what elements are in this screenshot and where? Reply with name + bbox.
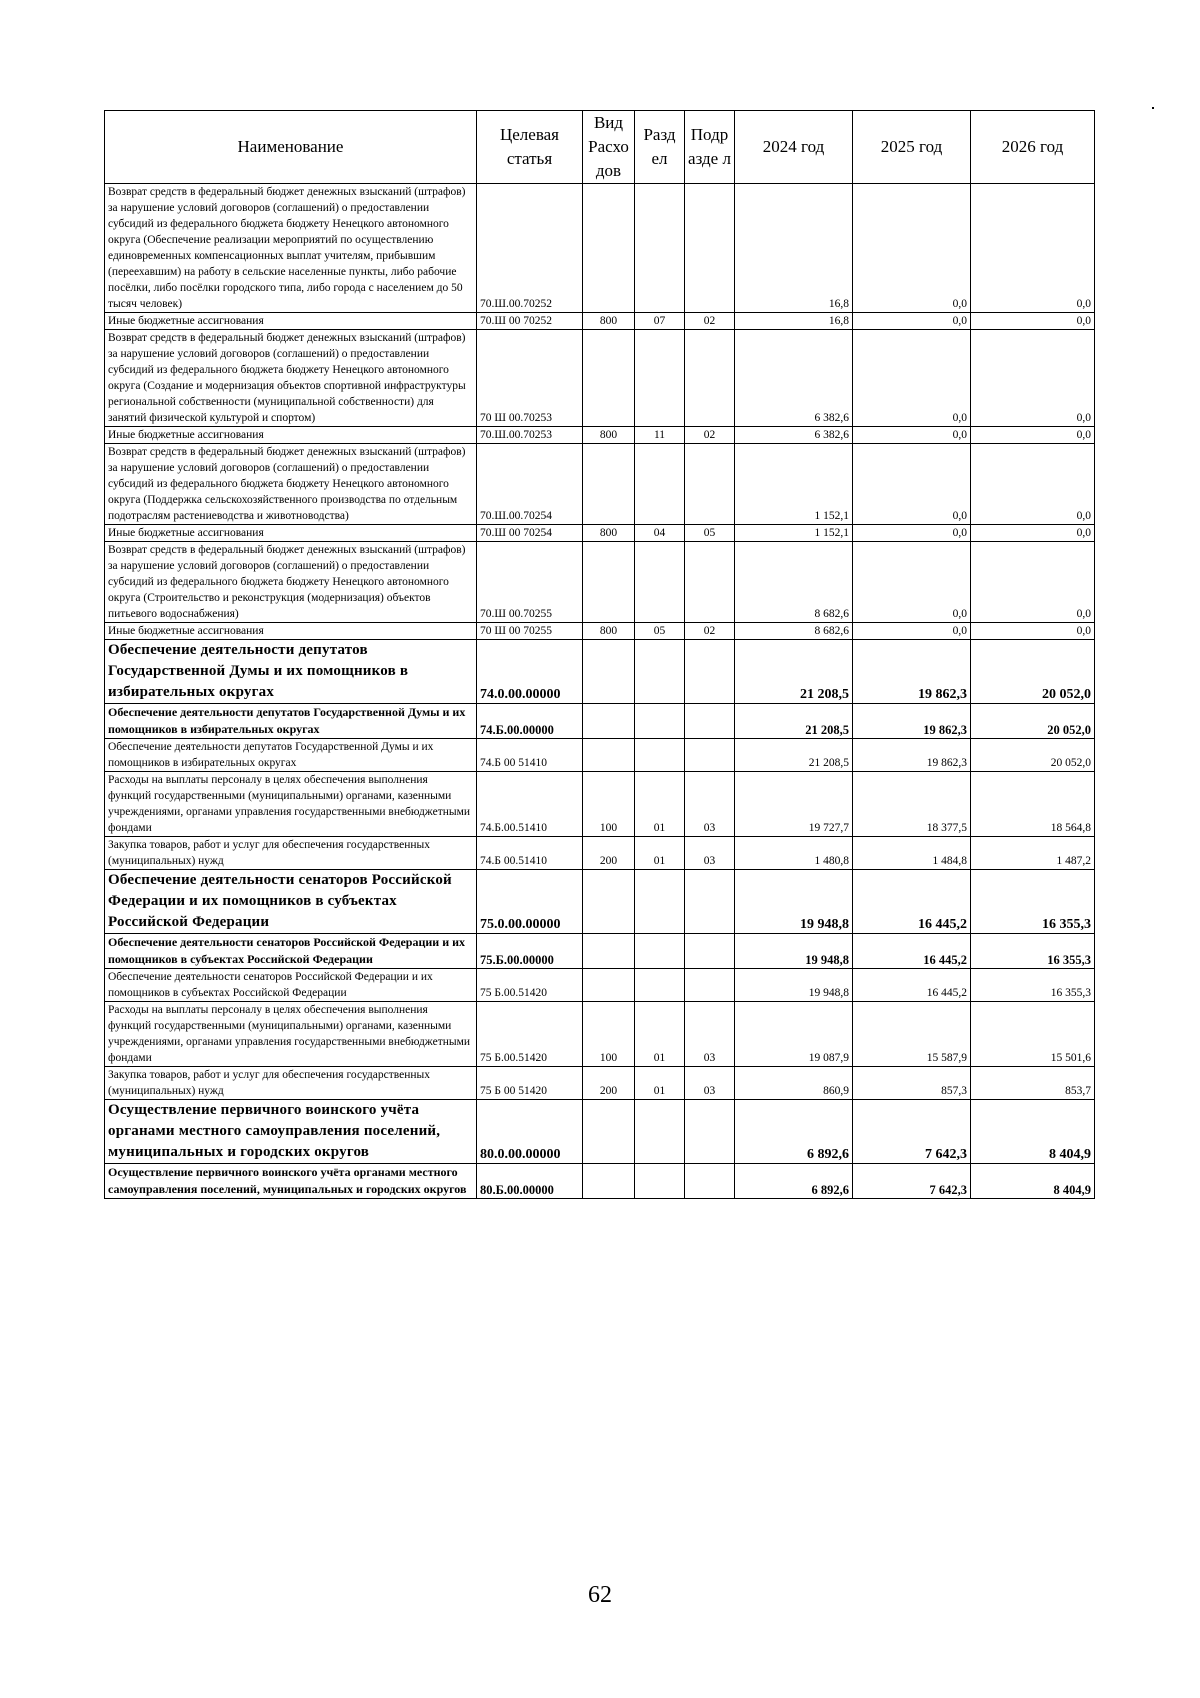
amount-2026: 20 052,0	[971, 704, 1095, 739]
amount-2026: 20 052,0	[971, 640, 1095, 704]
row-name: Возврат средств в федеральный бюджет денежных взысканий (штрафов) за нарушение условий договоров (соглашений) о предоставлении субсидий из федерального бюджета бюджету Ненецкого автономного округа (Обеспечение реализации мероприятий по осуществлению единовременных компенсационных выплат учителям, прибывшим (переехавшим) на работу в сельские населенные пункты, либо рабочие посёлки, либо посёлки городского типа, либо города с населением до 50 тысяч человек)	[105, 184, 477, 313]
table-row	[105, 704, 1095, 739]
subsection: 02	[685, 623, 735, 640]
amount-2024: 21 208,5	[735, 640, 853, 704]
target-article: 74.Б 00 51410	[477, 739, 583, 772]
target-article: 80.Б.00.00000	[477, 1164, 583, 1199]
amount-2026: 1 487,2	[971, 837, 1095, 870]
header-name: Наименование	[105, 111, 477, 184]
amount-2026: 0,0	[971, 427, 1095, 444]
expense-type	[583, 330, 635, 427]
header-row	[105, 111, 1095, 184]
amount-2024: 19 727,7	[735, 772, 853, 837]
row-name: Обеспечение деятельности депутатов Государственной Думы и их помощников в избирательных округах	[105, 704, 477, 739]
header-year-2024: 2024 год	[735, 111, 853, 184]
target-article: 75.0.00.00000	[477, 870, 583, 934]
amount-2026: 16 355,3	[971, 969, 1095, 1002]
amount-2024: 8 682,6	[735, 623, 853, 640]
expense-type	[583, 640, 635, 704]
table-row	[105, 1100, 1095, 1164]
subsection: 02	[685, 313, 735, 330]
expense-type: 100	[583, 772, 635, 837]
row-name: Осуществление первичного воинского учёта органами местного самоуправления поселений, муниципальных и городских округов	[105, 1100, 477, 1164]
table-row	[105, 739, 1095, 772]
section: 01	[635, 1067, 685, 1100]
subsection	[685, 1100, 735, 1164]
header-year-2025: 2025 год	[853, 111, 971, 184]
amount-2026: 0,0	[971, 184, 1095, 313]
table-row	[105, 313, 1095, 330]
section: 01	[635, 837, 685, 870]
table-row	[105, 1164, 1095, 1199]
row-name: Иные бюджетные ассигнования	[105, 525, 477, 542]
subsection: 03	[685, 1067, 735, 1100]
amount-2024: 21 208,5	[735, 704, 853, 739]
amount-2025: 16 445,2	[853, 870, 971, 934]
table-row	[105, 870, 1095, 934]
amount-2024: 1 152,1	[735, 525, 853, 542]
target-article: 70.Ш.00.70253	[477, 427, 583, 444]
amount-2026: 20 052,0	[971, 739, 1095, 772]
expense-type	[583, 934, 635, 969]
expense-type	[583, 870, 635, 934]
row-name: Иные бюджетные ассигнования	[105, 623, 477, 640]
expense-type	[583, 542, 635, 623]
amount-2026: 0,0	[971, 525, 1095, 542]
row-name: Расходы на выплаты персоналу в целях обеспечения выполнения функций государственными (муниципальными) органами, казенными учреждениями, органами управления государственными внебюджетными фондами	[105, 1002, 477, 1067]
section: 11	[635, 427, 685, 444]
row-name: Возврат средств в федеральный бюджет денежных взысканий (штрафов) за нарушение условий договоров (соглашений) о предоставлении субсидий из федерального бюджета бюджету Ненецкого автономного округа (Строительство и реконструкция (модернизация) объектов питьевого водоснабжения)	[105, 542, 477, 623]
section	[635, 444, 685, 525]
target-article: 74.0.00.00000	[477, 640, 583, 704]
amount-2026: 0,0	[971, 313, 1095, 330]
target-article: 70.Ш.00.70254	[477, 444, 583, 525]
row-name: Закупка товаров, работ и услуг для обеспечения государственных (муниципальных) нужд	[105, 1067, 477, 1100]
amount-2025: 16 445,2	[853, 969, 971, 1002]
row-name: Иные бюджетные ассигнования	[105, 313, 477, 330]
table-row	[105, 837, 1095, 870]
amount-2025: 0,0	[853, 525, 971, 542]
subsection	[685, 542, 735, 623]
scan-dot	[1152, 107, 1154, 109]
subsection	[685, 184, 735, 313]
amount-2025: 1 484,8	[853, 837, 971, 870]
amount-2024: 19 948,8	[735, 969, 853, 1002]
section	[635, 969, 685, 1002]
subsection	[685, 1164, 735, 1199]
amount-2024: 6 382,6	[735, 427, 853, 444]
subsection: 03	[685, 837, 735, 870]
target-article: 74.Б 00.51410	[477, 837, 583, 870]
section	[635, 739, 685, 772]
table-row	[105, 1067, 1095, 1100]
amount-2024: 19 948,8	[735, 870, 853, 934]
expense-type: 100	[583, 1002, 635, 1067]
row-name: Обеспечение деятельности сенаторов Российской Федерации и их помощников в субъектах Российской Федерации	[105, 934, 477, 969]
target-article: 70.Ш 00 70252	[477, 313, 583, 330]
header-section: Разд ел	[635, 111, 685, 184]
amount-2024: 16,8	[735, 184, 853, 313]
header-expense-type: Вид Расхо дов	[583, 111, 635, 184]
expense-type: 800	[583, 525, 635, 542]
subsection	[685, 704, 735, 739]
row-name: Иные бюджетные ассигнования	[105, 427, 477, 444]
page-number: 62	[588, 1582, 612, 1608]
section	[635, 934, 685, 969]
amount-2024: 19 087,9	[735, 1002, 853, 1067]
section	[635, 640, 685, 704]
row-name: Обеспечение деятельности сенаторов Российской Федерации и их помощников в субъектах Российской Федерации	[105, 969, 477, 1002]
amount-2026: 0,0	[971, 444, 1095, 525]
amount-2024: 21 208,5	[735, 739, 853, 772]
section: 07	[635, 313, 685, 330]
expense-type: 800	[583, 313, 635, 330]
budget-table	[104, 110, 1095, 1199]
amount-2025: 18 377,5	[853, 772, 971, 837]
amount-2025: 15 587,9	[853, 1002, 971, 1067]
subsection	[685, 739, 735, 772]
amount-2024: 6 892,6	[735, 1100, 853, 1164]
amount-2025: 857,3	[853, 1067, 971, 1100]
expense-type: 800	[583, 427, 635, 444]
row-name: Возврат средств в федеральный бюджет денежных взысканий (штрафов) за нарушение условий договоров (соглашений) о предоставлении субсидий из федерального бюджета бюджету Ненецкого автономного округа (Поддержка сельскохозяйственного производства по отдельным подотраслям растениеводства и животноводства)	[105, 444, 477, 525]
header-subsection: Подр азде л	[685, 111, 735, 184]
amount-2026: 16 355,3	[971, 870, 1095, 934]
table-row	[105, 934, 1095, 969]
section	[635, 184, 685, 313]
subsection: 05	[685, 525, 735, 542]
expense-type	[583, 739, 635, 772]
amount-2026: 853,7	[971, 1067, 1095, 1100]
target-article: 70 Ш 00.70253	[477, 330, 583, 427]
target-article: 75 Б 00 51420	[477, 1067, 583, 1100]
table-row	[105, 772, 1095, 837]
row-name: Обеспечение деятельности депутатов Государственной Думы и их помощников в избирательных округах	[105, 739, 477, 772]
subsection: 02	[685, 427, 735, 444]
target-article: 70 Ш 00 70255	[477, 623, 583, 640]
table-row	[105, 525, 1095, 542]
amount-2024: 16,8	[735, 313, 853, 330]
row-name: Расходы на выплаты персоналу в целях обеспечения выполнения функций государственными (муниципальными) органами, казенными учреждениями, органами управления государственными внебюджетными фондами	[105, 772, 477, 837]
amount-2024: 19 948,8	[735, 934, 853, 969]
row-name: Осуществление первичного воинского учёта органами местного самоуправления поселений, муниципальных и городских округов	[105, 1164, 477, 1199]
row-name: Закупка товаров, работ и услуг для обеспечения государственных (муниципальных) нужд	[105, 837, 477, 870]
row-name: Обеспечение деятельности сенаторов Российской Федерации и их помощников в субъектах Российской Федерации	[105, 870, 477, 934]
table-row	[105, 640, 1095, 704]
expense-type	[583, 444, 635, 525]
section	[635, 1100, 685, 1164]
header-target-article: Целевая статья	[477, 111, 583, 184]
expense-type: 800	[583, 623, 635, 640]
amount-2025: 0,0	[853, 444, 971, 525]
amount-2024: 6 382,6	[735, 330, 853, 427]
target-article: 75 Б.00.51420	[477, 969, 583, 1002]
amount-2024: 6 892,6	[735, 1164, 853, 1199]
expense-type	[583, 704, 635, 739]
amount-2024: 8 682,6	[735, 542, 853, 623]
amount-2025: 19 862,3	[853, 704, 971, 739]
amount-2025: 19 862,3	[853, 640, 971, 704]
subsection	[685, 330, 735, 427]
amount-2025: 7 642,3	[853, 1164, 971, 1199]
amount-2024: 1 480,8	[735, 837, 853, 870]
subsection	[685, 870, 735, 934]
amount-2025: 19 862,3	[853, 739, 971, 772]
section	[635, 870, 685, 934]
amount-2025: 0,0	[853, 623, 971, 640]
section	[635, 1164, 685, 1199]
section: 05	[635, 623, 685, 640]
subsection	[685, 640, 735, 704]
target-article: 70.Ш 00 70254	[477, 525, 583, 542]
target-article: 75 Б.00.51420	[477, 1002, 583, 1067]
header-year-2026: 2026 год	[971, 111, 1095, 184]
table-body	[105, 184, 1095, 1199]
amount-2026: 18 564,8	[971, 772, 1095, 837]
expense-type	[583, 969, 635, 1002]
table-row	[105, 184, 1095, 313]
subsection	[685, 969, 735, 1002]
amount-2026: 0,0	[971, 623, 1095, 640]
amount-2026: 15 501,6	[971, 1002, 1095, 1067]
table-row	[105, 542, 1095, 623]
expense-type	[583, 184, 635, 313]
table-row	[105, 444, 1095, 525]
target-article: 80.0.00.00000	[477, 1100, 583, 1164]
subsection	[685, 444, 735, 525]
amount-2026: 0,0	[971, 542, 1095, 623]
expense-type: 200	[583, 837, 635, 870]
expense-type	[583, 1100, 635, 1164]
target-article: 70.Ш 00.70255	[477, 542, 583, 623]
amount-2025: 0,0	[853, 542, 971, 623]
target-article: 74.Б.00.00000	[477, 704, 583, 739]
subsection: 03	[685, 772, 735, 837]
subsection: 03	[685, 1002, 735, 1067]
table-row	[105, 623, 1095, 640]
target-article: 74.Б.00.51410	[477, 772, 583, 837]
amount-2025: 0,0	[853, 184, 971, 313]
target-article: 70.Ш.00.70252	[477, 184, 583, 313]
section: 01	[635, 1002, 685, 1067]
expense-type: 200	[583, 1067, 635, 1100]
section	[635, 542, 685, 623]
amount-2025: 0,0	[853, 330, 971, 427]
section	[635, 330, 685, 427]
amount-2026: 16 355,3	[971, 934, 1095, 969]
amount-2025: 7 642,3	[853, 1100, 971, 1164]
row-name: Обеспечение деятельности депутатов Государственной Думы и их помощников в избирательных округах	[105, 640, 477, 704]
amount-2025: 0,0	[853, 313, 971, 330]
section: 04	[635, 525, 685, 542]
amount-2025: 0,0	[853, 427, 971, 444]
section	[635, 704, 685, 739]
table-row	[105, 1002, 1095, 1067]
expense-type	[583, 1164, 635, 1199]
section: 01	[635, 772, 685, 837]
amount-2026: 8 404,9	[971, 1164, 1095, 1199]
amount-2026: 0,0	[971, 330, 1095, 427]
target-article: 75.Б.00.00000	[477, 934, 583, 969]
table-row	[105, 330, 1095, 427]
table-row	[105, 969, 1095, 1002]
amount-2024: 1 152,1	[735, 444, 853, 525]
table-row	[105, 427, 1095, 444]
amount-2026: 8 404,9	[971, 1100, 1095, 1164]
row-name: Возврат средств в федеральный бюджет денежных взысканий (штрафов) за нарушение условий договоров (соглашений) о предоставлении субсидий из федерального бюджета бюджету Ненецкого автономного округа (Создание и модернизация объектов спортивной инфраструктуры региональной собственности (муниципальной собственности) для занятий физической культурой и спортом)	[105, 330, 477, 427]
amount-2025: 16 445,2	[853, 934, 971, 969]
amount-2024: 860,9	[735, 1067, 853, 1100]
subsection	[685, 934, 735, 969]
